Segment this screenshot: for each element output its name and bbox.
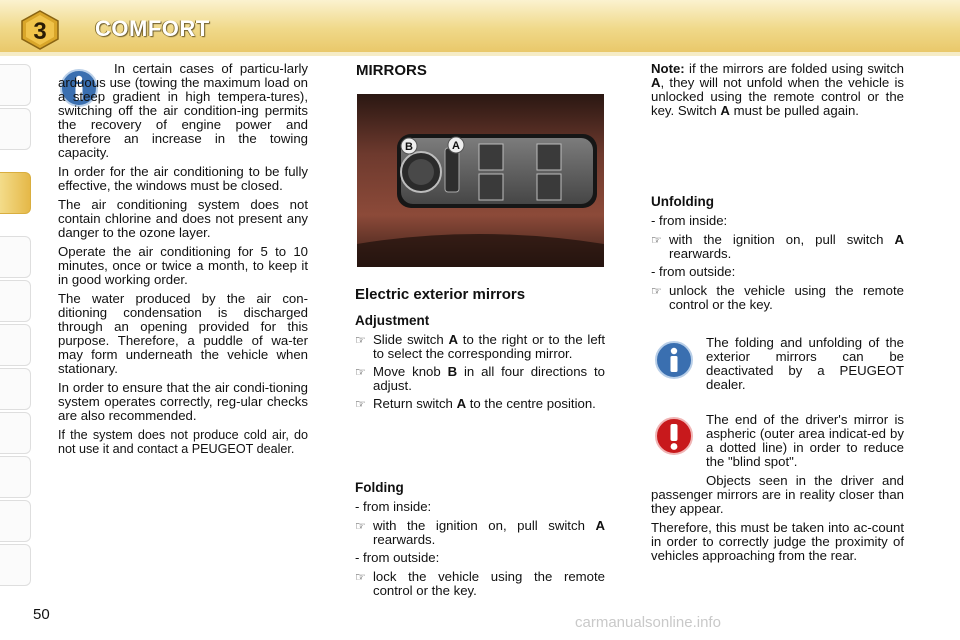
unfolding-outside-item: ☞ unlock the vehicle using the remote control or the key. xyxy=(651,283,904,312)
chapter-tab-11[interactable] xyxy=(0,544,31,586)
mirror-control-photo xyxy=(357,94,604,267)
subsection-title: Electric exterior mirrors xyxy=(355,286,526,303)
pointing-hand-icon: ☞ xyxy=(355,365,366,379)
chapter-tab-4[interactable] xyxy=(0,236,31,278)
paragraph-1: In certain cases of particu-larly arduous use (towing the maximum load on a steep gradient in high tempera-tures), switching off the air condition-ing permits the recovery of engine power and therefore an increase in the towing capacity. xyxy=(58,61,308,160)
chapter-tab-10[interactable] xyxy=(0,500,31,542)
folding-heading: Folding xyxy=(355,480,404,495)
note-block xyxy=(651,62,904,123)
chapter-tab-6[interactable] xyxy=(0,324,31,366)
chapter-tab-9[interactable] xyxy=(0,456,31,498)
unfolding-inside-item: ☞ with the ignition on, pull switch A rearwards. xyxy=(651,232,904,261)
unfolding-from-inside: - from inside: xyxy=(651,213,728,228)
paragraph-6: In order to ensure that the air condi-tioning system operates correctly, reg-ular checks are also recommended. xyxy=(58,380,308,423)
warning-block xyxy=(651,413,904,568)
unfolding-block xyxy=(651,195,904,316)
adjustment-item-3: ☞ Return switch A to the centre position. xyxy=(355,396,596,411)
watermark: carmanualsonline.info xyxy=(575,614,721,631)
paragraph-3: The air conditioning system does not contain chlorine and does not present any danger to the ozone layer. xyxy=(58,197,308,240)
chapter-number: 3 xyxy=(33,18,47,45)
header-divider xyxy=(0,52,960,56)
pointing-hand-icon: ☞ xyxy=(355,570,366,584)
chapter-tab-1[interactable] xyxy=(0,64,31,106)
pointing-hand-icon: ☞ xyxy=(355,397,366,411)
adjustment-item-2: ☞ Move knob B in all four directions to adjust. xyxy=(355,364,605,393)
chapter-tab-2[interactable] xyxy=(0,108,31,150)
chapter-tab-7[interactable] xyxy=(0,368,31,410)
pointing-hand-icon: ☞ xyxy=(355,519,366,533)
pointing-hand-icon: ☞ xyxy=(651,284,662,298)
folding-from-inside: - from inside: xyxy=(355,499,432,514)
info-icon xyxy=(654,340,694,380)
paragraph-4: Operate the air conditioning for 5 to 10 minutes, once or twice a month, to keep it in good working order. xyxy=(58,244,308,287)
folding-block xyxy=(355,481,605,602)
unfolding-from-outside: - from outside: xyxy=(651,264,736,279)
chapter-tab-8[interactable] xyxy=(0,412,31,454)
label-a: A xyxy=(452,140,460,152)
page-number: 50 xyxy=(33,606,50,623)
left-column xyxy=(58,62,308,461)
section-title: MIRRORS xyxy=(356,62,427,79)
info-note-text: The folding and unfolding of the exterior mirrors can be deactivated by a PEUGEOT dealer. xyxy=(706,335,904,392)
unfolding-heading: Unfolding xyxy=(651,194,714,209)
paragraph-2: In order for the air conditioning to be fully effective, the windows must be closed. xyxy=(58,164,308,193)
folding-from-outside: - from outside: xyxy=(355,550,440,565)
warning-paragraph-2: Objects seen in the driver and passenger mirrors are in reality closer than they appear. xyxy=(651,473,904,516)
adjustment-block xyxy=(355,314,605,415)
label-b: B xyxy=(405,141,413,153)
paragraph-7: If the system does not produce cold air, do not use it and contact a PEUGEOT dealer. xyxy=(58,428,308,456)
pointing-hand-icon: ☞ xyxy=(355,333,366,347)
page-title: COMFORT xyxy=(95,16,210,41)
warning-paragraph-1: The end of the driver's mirror is aspheric (outer area indicat-ed by a dotted line) in order to reduce the "blind spot". xyxy=(706,412,904,469)
chapter-badge xyxy=(20,10,60,50)
folding-inside-item: ☞ with the ignition on, pull switch A rearwards. xyxy=(355,518,605,547)
warning-paragraph-3: Therefore, this must be taken into ac-count in order to correctly judge the proximity of vehicles approaching from the rear. xyxy=(651,520,904,563)
pointing-hand-icon: ☞ xyxy=(651,233,662,247)
adjustment-item-1: ☞ Slide switch A to the right or to the left to select the corresponding mirror. xyxy=(355,332,606,361)
chapter-tab-3-active[interactable] xyxy=(0,172,31,214)
note-paragraph: Note: if the mirrors are folded using switch A, they will not unfold when the vehicle is unlocked using the remote control or the key. Switch A must be pulled again. xyxy=(651,61,904,118)
chapter-tab-5[interactable] xyxy=(0,280,31,322)
folding-outside-item: ☞ lock the vehicle using the remote control or the key. xyxy=(355,569,605,598)
info-note xyxy=(706,336,904,397)
adjustment-heading: Adjustment xyxy=(355,313,430,328)
paragraph-5: The water produced by the air con-ditioning condensation is discharged through an opening provided for this purpose. Therefore, a puddle of wa-ter may form underneath the vehicle when stationary. xyxy=(58,291,308,376)
